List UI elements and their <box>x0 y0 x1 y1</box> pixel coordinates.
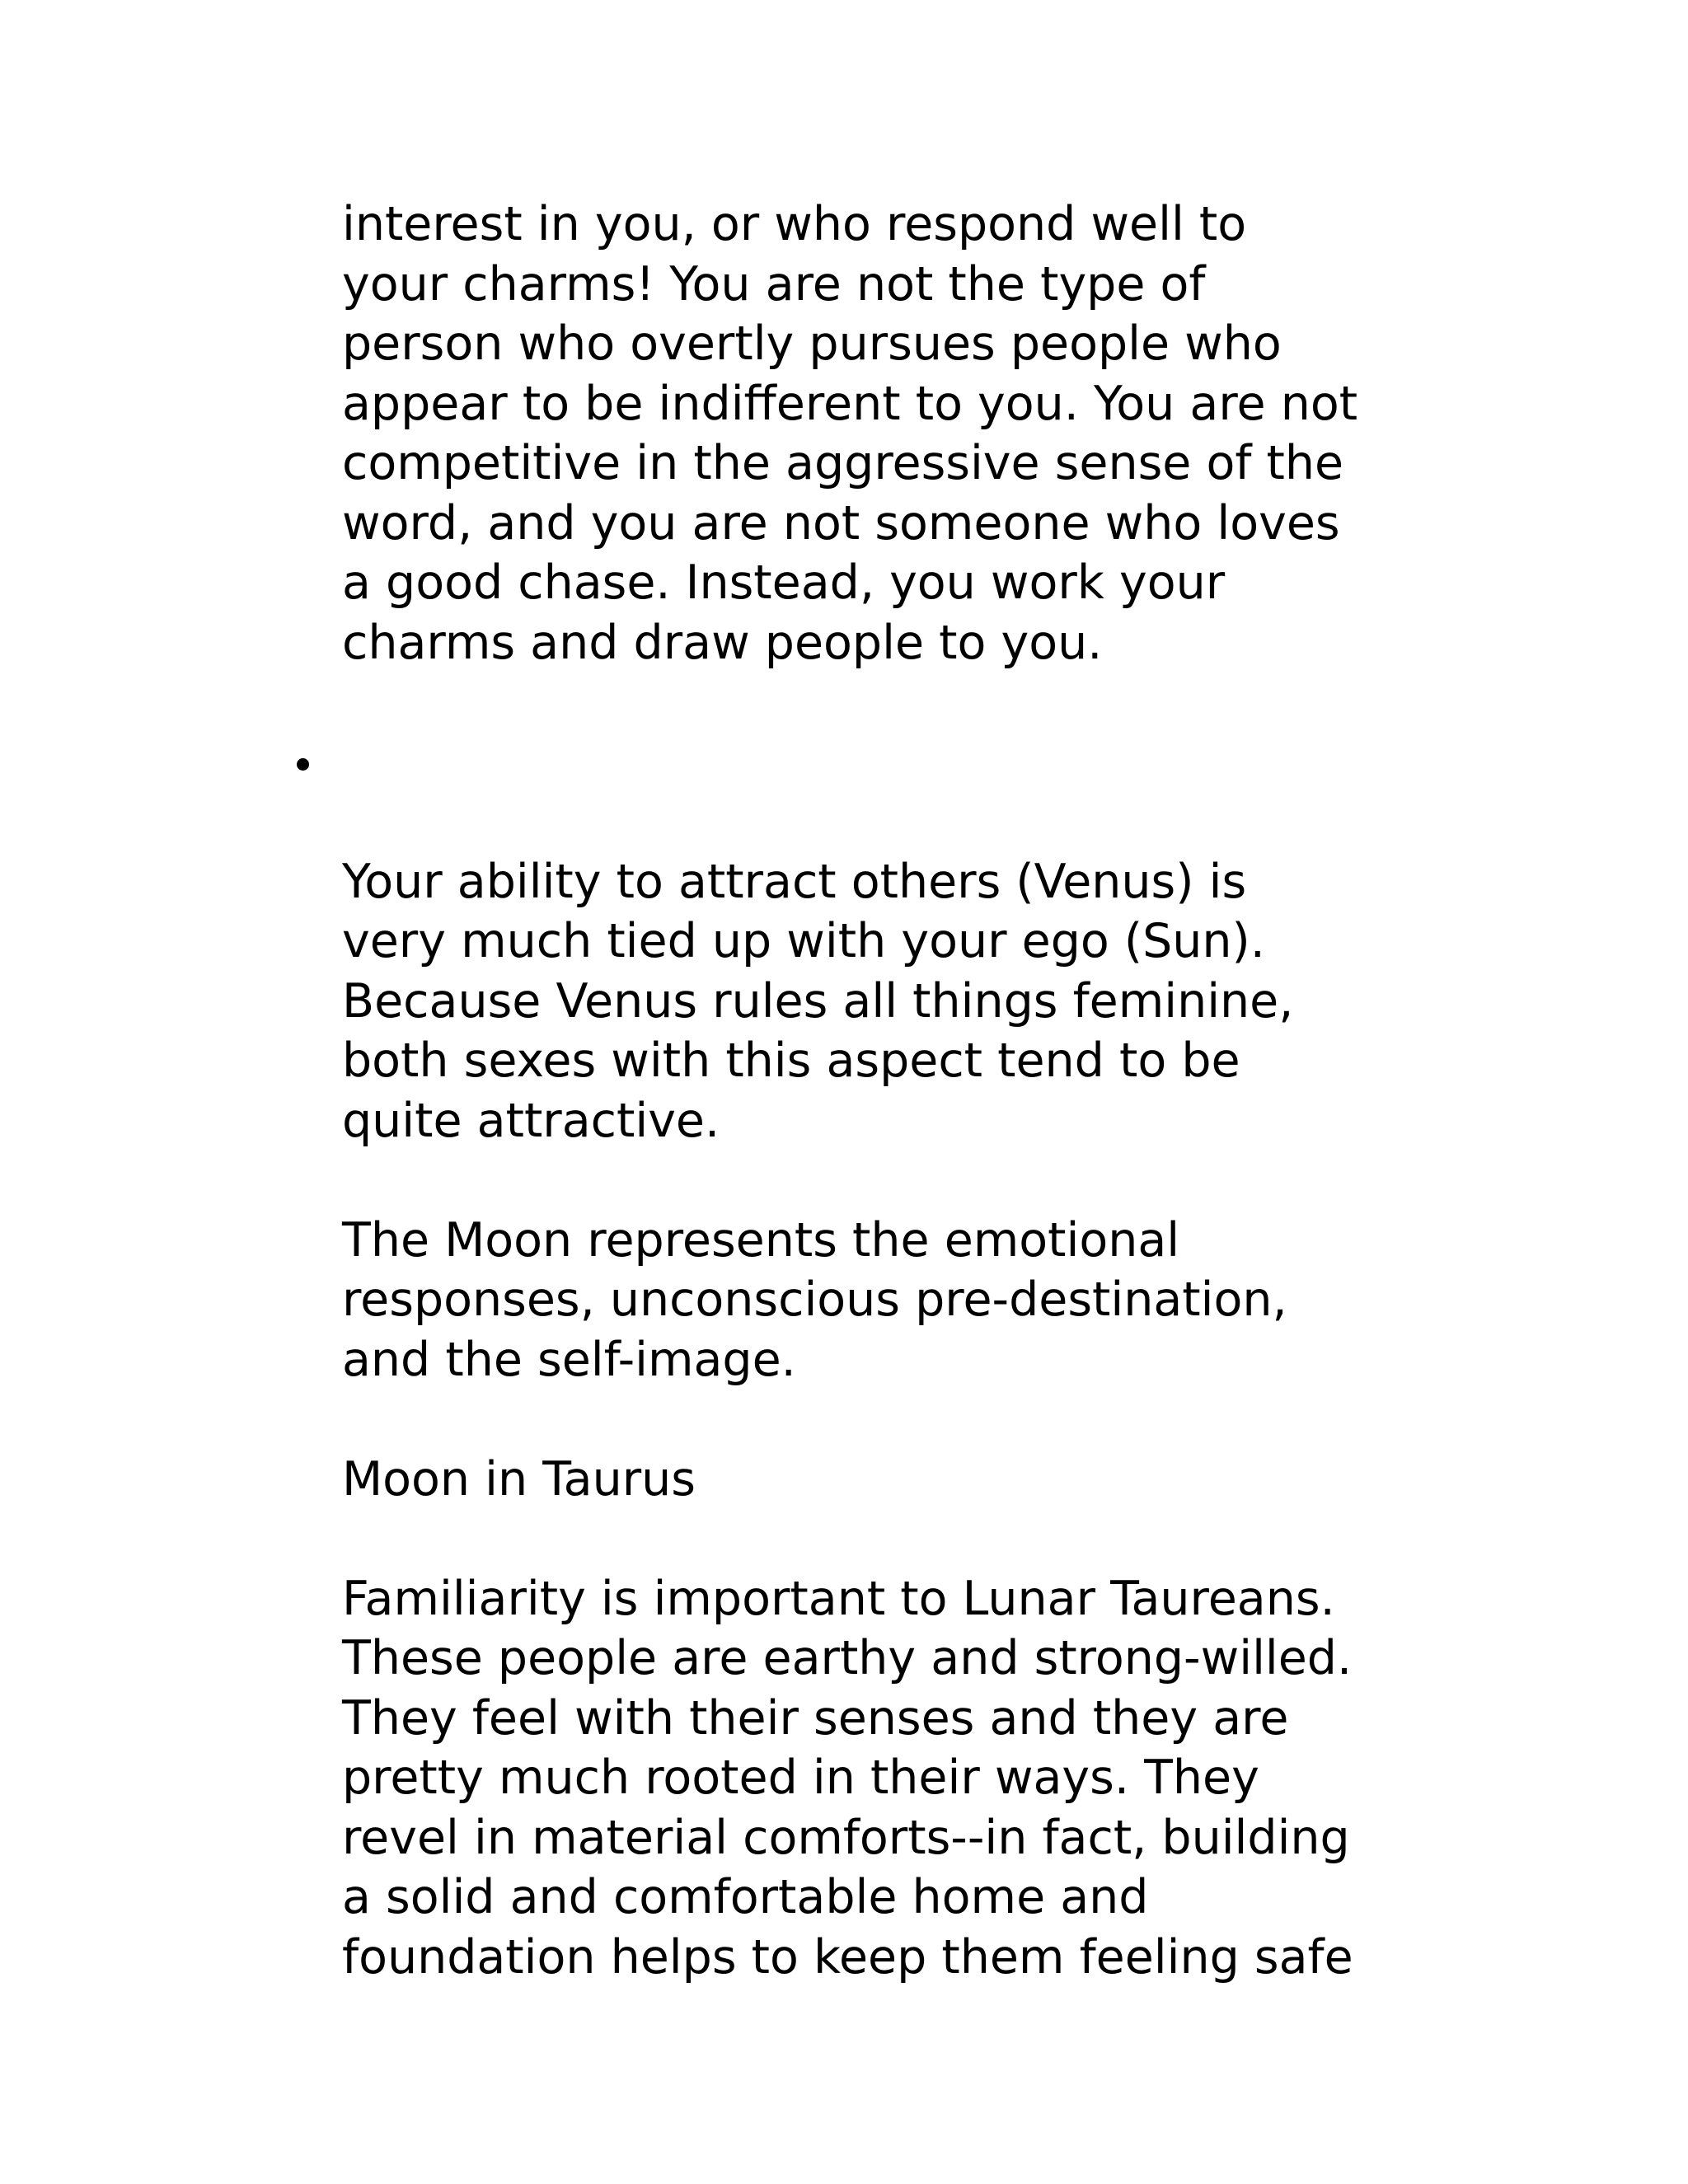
paragraph-moon-definition: The Moon represents the emotional responses, unconscious pre-destination, and the self-image. <box>342 1212 1287 1387</box>
paragraph-lunar-taureans: Familiarity is important to Lunar Taureans. These people are earthy and strong-willed. They feel with their senses and they are pretty much rooted in their ways. They revel in material comforts--in fact, building a solid and comfortable home and foundation helps to keep them feeling safe <box>342 1571 1353 1985</box>
bullet-dot-icon <box>297 758 309 771</box>
page-content <box>342 194 1438 1987</box>
bullet-item-venus-sun <box>342 733 1438 1151</box>
section-heading-moon-in-taurus: Moon in Taurus <box>342 1451 696 1507</box>
paragraph-continuation: interest in you, or who respond well to your charms! You are not the type of person who overtly pursues people who appear to be indifferent to you. You are not competitive in the aggressive sense of the word, and you are not someone who loves a good chase. Instead, you work your charms and draw people to you. <box>342 197 1358 670</box>
bullet-item-text: Your ability to attract others (Venus) is very much tied up with your ego (Sun). Because Venus rules all things feminine, both sexes with this aspect tend to be quite attractive. <box>342 854 1294 1148</box>
